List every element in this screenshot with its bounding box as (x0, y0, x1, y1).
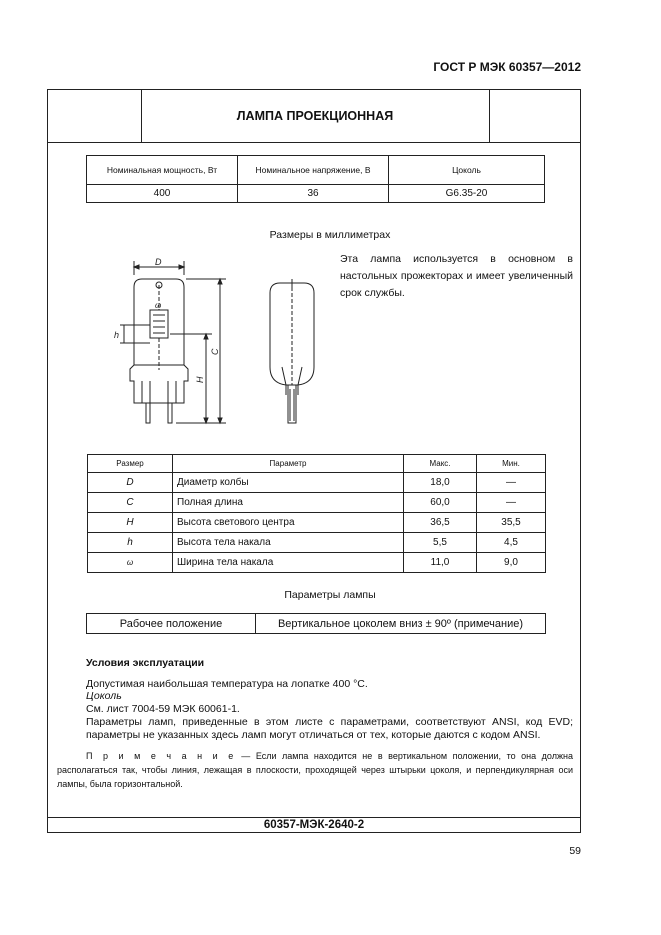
header-divider (48, 142, 580, 143)
table-row: C Полная длина 60,0 — (88, 493, 546, 513)
filament-body (150, 310, 168, 338)
standard-number: ГОСТ Р МЭК 60357—2012 (433, 60, 581, 74)
side-pin (288, 385, 296, 423)
note-text: — Если лампа находится не в вертикальном положении, то она должна располагаться так, чтобы линия, лежащая в плоскости, проходящей через штырьки цоколя, и перпендикулярная оси лампы, была горизонтальной. (57, 751, 573, 789)
conditions-temperature: Допустимая наибольшая температура на лопатке 400 °С. (86, 678, 368, 690)
conditions-title: Условия эксплуатации (86, 657, 205, 669)
position-value: Вертикальное цоколем вниз ± 90º (примечание) (256, 614, 546, 634)
sheet-code: 60357-МЭК-2640-2 (263, 819, 365, 831)
label-w: ω (155, 301, 162, 310)
table-row: ω Ширина тела накала 11,0 9,0 (88, 553, 546, 573)
table-row: D Диаметр колбы 18,0 — (88, 473, 546, 493)
label-hh: H (195, 376, 205, 383)
lamp-description: Эта лампа используется в основном в настольных прожекторах и имеет увеличенный срок службы. (340, 253, 573, 299)
note-paragraph (57, 749, 573, 791)
side-bulb-outline (270, 283, 314, 385)
header-voltage: Номинальное напряжение, В (238, 156, 389, 185)
value-power: 400 (87, 185, 238, 203)
note-label: П р и м е ч а н и е (86, 751, 236, 761)
header-base: Цоколь (389, 156, 545, 185)
operating-position-table (86, 613, 546, 634)
ansi-paragraph: Параметры ламп, приведенные в этом листе с параметрами, соответствуют ANSI, код EVD; параметры не указанных здесь ламп могут отличаться от тех, которые даются с кодом ANSI. (86, 716, 573, 741)
value-voltage: 36 (238, 185, 389, 203)
col-max: Макс. (404, 455, 477, 473)
table-row: H Высота светового центра 36,5 35,5 (88, 513, 546, 533)
label-d: D (155, 257, 162, 267)
dimensions-table (87, 454, 546, 573)
col-size: Размер (88, 455, 173, 473)
lamp-drawing (100, 255, 340, 435)
header-divider-right (489, 90, 490, 142)
value-base: G6.35-20 (389, 185, 545, 203)
col-parameter: Параметр (173, 455, 404, 473)
pin-left (146, 403, 150, 423)
lamp-params-caption: Параметры лампы (284, 589, 376, 601)
base-title: Цоколь (86, 690, 122, 702)
pin-right (168, 403, 172, 423)
position-label: Рабочее положение (87, 614, 256, 634)
label-h: h (114, 330, 120, 340)
col-min: Мин. (477, 455, 546, 473)
label-c: C (210, 348, 220, 355)
page-number: 59 (569, 845, 581, 857)
rated-parameters-table (86, 155, 545, 203)
sheet-title: ЛАМПА ПРОЕКЦИОННАЯ (236, 109, 394, 123)
dimensions-caption: Размеры в миллиметрах (269, 229, 391, 241)
header-power: Номинальная мощность, Вт (87, 156, 238, 185)
table-row: h Высота тела накала 5,5 4,5 (88, 533, 546, 553)
front-base-outline (130, 365, 188, 403)
base-reference: См. лист 7004-59 МЭК 60061-1. (86, 703, 240, 715)
